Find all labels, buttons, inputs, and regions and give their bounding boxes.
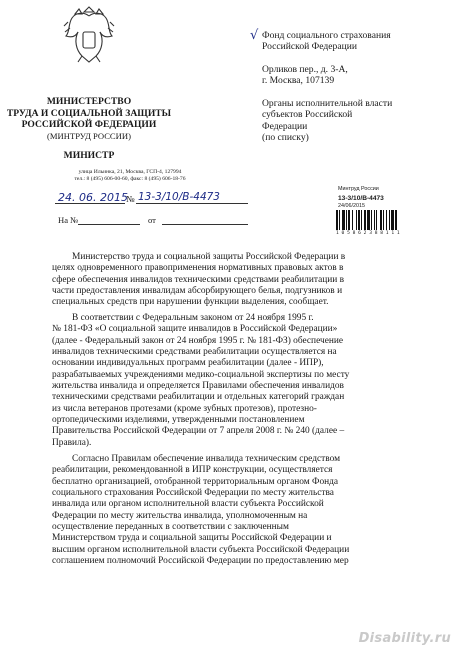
paragraph-3-line: Министерством труда и социальной защиты Российской Федерации и [52,533,332,544]
paragraph-3-line: инвалида или органом исполнительной власти субъекта Российской [52,499,324,510]
paragraph-1-line: целях одновременного правоприменения нормативных правовых актов в [52,263,344,274]
paragraph-3-line: Федерации по месту жительства инвалида, уполномоченным на [52,510,308,521]
paragraph-3-line: Согласно Правилам обеспечение инвалида техническим средством [72,454,341,464]
paragraph-1 [52,252,424,309]
barcode-bar [346,210,347,230]
barcode-bar [358,210,360,230]
coat-of-arms-emblem [62,6,116,66]
paragraph-1-line: части предоставления инвалидам абсорбирующего белья, подгузников и [52,286,343,297]
barcode-bar [342,210,345,230]
check-mark-icon: √ [250,28,259,43]
barcode-bar [336,210,338,230]
barcode-bar [391,210,394,230]
barcode-bar [352,210,353,230]
ministry-phone: тел.: 8 (495) 606-00-60, факс: 8 (495) 606-18-76 [74,176,186,182]
ministry-line-3: РОССИЙСКОЙ ФЕДЕРАЦИИ [21,119,157,130]
reference-label: На № [58,215,79,225]
paragraph-2-line: ортопедическими изделиями, утвержденными постановлением [52,415,305,426]
barcode-digits: 1 0 5 8 6 2 3 8 8 1 1 1 [336,231,400,236]
barcode-bar [389,210,390,230]
barcode-bar [356,210,357,230]
paragraph-2-line: основании индивидуальных программ реабилитации (далее - ИПР), [52,358,324,369]
paragraph-2-line: из числа ветеранов протезами (кроме зубных протезов), протезно- [52,403,317,414]
date-underline [55,203,125,204]
paragraph-2-line: разрабатываемых учреждениями медико-социальной экспертизы по месту [52,369,350,380]
ministry-line-1: МИНИСТЕРСТВО [46,96,132,107]
minister-title: МИНИСТР [63,150,115,161]
barcode-bar [383,210,384,230]
paragraph-3-line: высшим органом исполнительной власти субъекта Российской Федерации [52,544,350,555]
barcode-bar [348,210,350,230]
recipient-address-line-1: Орликов пер., д. 3-А, [262,64,348,75]
paragraph-3-line: социального страхования Российской Федерации по месту жительства [52,488,334,499]
paragraph-1-line: специальных средств при нарушении функции выделения, сообщает. [52,297,329,308]
paragraph-1-line: сфере обеспечения инвалидов техническими средствами реабилитации в [52,274,345,285]
recipient-address [262,64,348,87]
recipient-authorities [262,98,392,144]
paragraph-1-line: Министерство труда и социальной защиты Российской Федерации в [72,252,346,262]
paragraph-3-line: соглашением полномочий Российской Федерации по предоставлению мер [52,556,349,567]
barcode-bar [376,210,377,230]
recipient-authorities-line-2: субъектов Российской [262,109,353,121]
paragraph-2-line: (далее - Федеральный закон от 24 ноября 1995 г. № 181-ФЗ) обеспечение [52,335,344,346]
reference-underline [78,224,140,225]
number-underline [136,203,248,204]
barcode-bar [395,210,397,230]
handwritten-date: 24. 06. 2015 [58,191,128,204]
ministry-short-name: (МИНТРУД РОССИИ) [47,131,131,141]
paragraph-2-line: техническими средствами реабилитации и отдельных категорий граждан [52,392,345,403]
stamp-org: Минтруд России [338,186,379,192]
barcode-bar [371,210,372,230]
paragraph-2-line: инвалидов техническими средствами реабилитации осуществляется на [52,347,337,358]
barcode-bar [364,210,366,230]
paragraph-3-line: бесплатно организацией, отобранной территориальным органом Фонда [52,476,339,487]
reference-from-underline [162,224,248,225]
paragraph-3 [52,454,424,567]
paragraph-2-line: Правительства Российской Федерации от 7 апреля 2008 г. № 240 (далее – [52,426,345,437]
barcode-bar [380,210,382,230]
paragraph-2-line: Правила). [52,437,92,448]
barcode-bar [339,210,340,230]
ministry-address: улица Ильинка, 21, Москва, ГСП-4, 127994 [78,169,182,175]
paragraph-3-line: осуществление переданных в соответствии с заключенным [52,522,289,533]
paragraph-2-line: жительства инвалида и определяется Правилами обеспечения инвалидов [52,381,344,392]
reference-from-label: от [148,215,156,225]
recipient-org-line-2: Российской Федерации [262,41,357,53]
barcode [336,210,426,230]
paragraph-2-line: № 181-ФЗ «О социальной защите инвалидов в Российской Федерации» [52,324,338,335]
stamp-number: 13-3/10/В-4473 [338,195,384,202]
recipient-org [262,30,391,53]
stamp-date: 24/06/2015 [338,203,365,209]
recipient-authorities-line-1: Органы исполнительной власти [262,98,393,109]
paragraph-2 [52,313,424,449]
barcode-bar [361,210,362,230]
ministry-title [0,96,178,131]
paragraph-3-line: реабилитации, рекомендованной в ИПР конструкции, осуществляется [52,465,333,476]
number-label: № [126,194,135,204]
barcode-bar [374,210,375,230]
recipient-address-line-2: г. Москва, 107139 [262,75,335,87]
site-watermark: Disability.ru [358,631,451,646]
barcode-bar [386,210,387,230]
recipient-authorities-line-4: (по списку) [262,132,309,144]
handwritten-number: 13-3/10/В-4473 [138,191,220,203]
recipient-org-line-1: Фонд социального страхования [262,30,391,41]
barcode-bar [367,210,370,230]
ministry-line-2: ТРУДА И СОЦИАЛЬНОЙ ЗАЩИТЫ [6,107,172,119]
paragraph-2-line: В соответствии с Федеральным законом от 24 ноября 1995 г. [72,313,314,323]
recipient-authorities-line-3: Федерации [262,120,308,132]
